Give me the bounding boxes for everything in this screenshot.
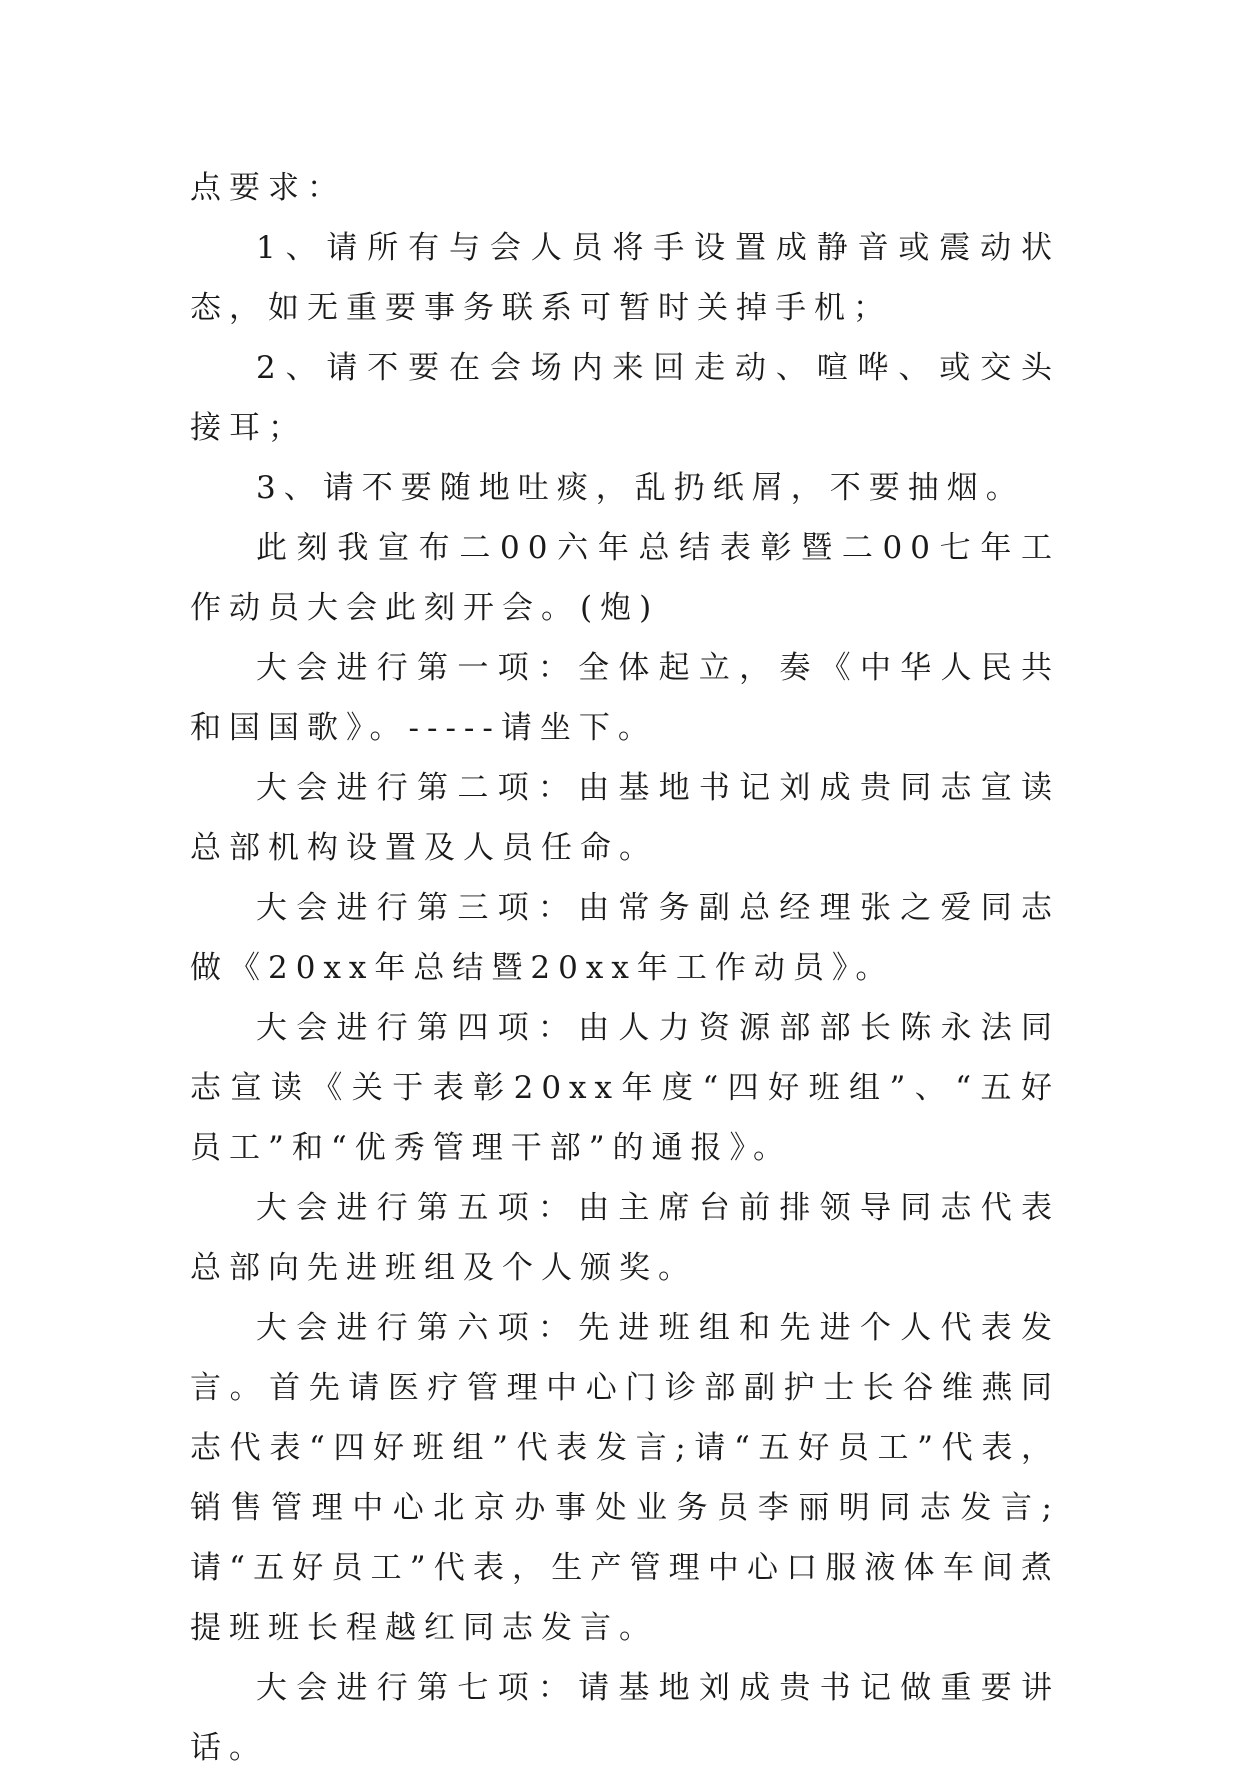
- paragraph-opening: 此刻我宣布二00六年总结表彰暨二00七年工作动员大会此刻开会。(炮): [190, 530, 1060, 626]
- paragraph-rule-2: 2、请不要在会场内来回走动、喧哗、或交头接耳；: [190, 350, 1060, 446]
- paragraph-rule-1: 1、请所有与会人员将手设置成静音或震动状态，如无重要事务联系可暂时关掉手机；: [190, 230, 1060, 326]
- paragraph-continuation: 点要求：: [190, 170, 346, 206]
- paragraph-item-3: 大会进行第三项：由常务副总经理张之爱同志做《20xx年总结暨20xx年工作动员》。: [190, 890, 1060, 986]
- paragraph-rule-3: 3、请不要随地吐痰，乱扔纸屑，不要抽烟。: [256, 470, 1025, 506]
- paragraph-item-6: 大会进行第六项：先进班组和先进个人代表发言。首先请医疗管理中心门诊部副护士长谷维燕同志代表“四好班组”代表发言;请“五好员工”代表，销售管理中心北京办事处业务员李丽明同志发言;请“五好员工”代表，生产管理中心口服液体车间煮提班班长程越红同志发言。: [190, 1310, 1060, 1646]
- paragraph-item-5: 大会进行第五项：由主席台前排领导同志代表总部向先进班组及个人颁奖。: [190, 1190, 1060, 1286]
- paragraph-item-2: 大会进行第二项：由基地书记刘成贵同志宣读总部机构设置及人员任命。: [190, 770, 1060, 866]
- paragraph-item-4: 大会进行第四项：由人力资源部部长陈永法同志宣读《关于表彰20xx年度“四好班组”、“五好员工”和“优秀管理干部”的通报》。: [190, 1010, 1060, 1166]
- document-body: [190, 158, 1060, 1778]
- paragraph-item-7: 大会进行第七项：请基地刘成贵书记做重要讲话。: [190, 1670, 1060, 1766]
- paragraph-item-1: 大会进行第一项：全体起立，奏《中华人民共和国国歌》。-----请坐下。: [190, 650, 1060, 746]
